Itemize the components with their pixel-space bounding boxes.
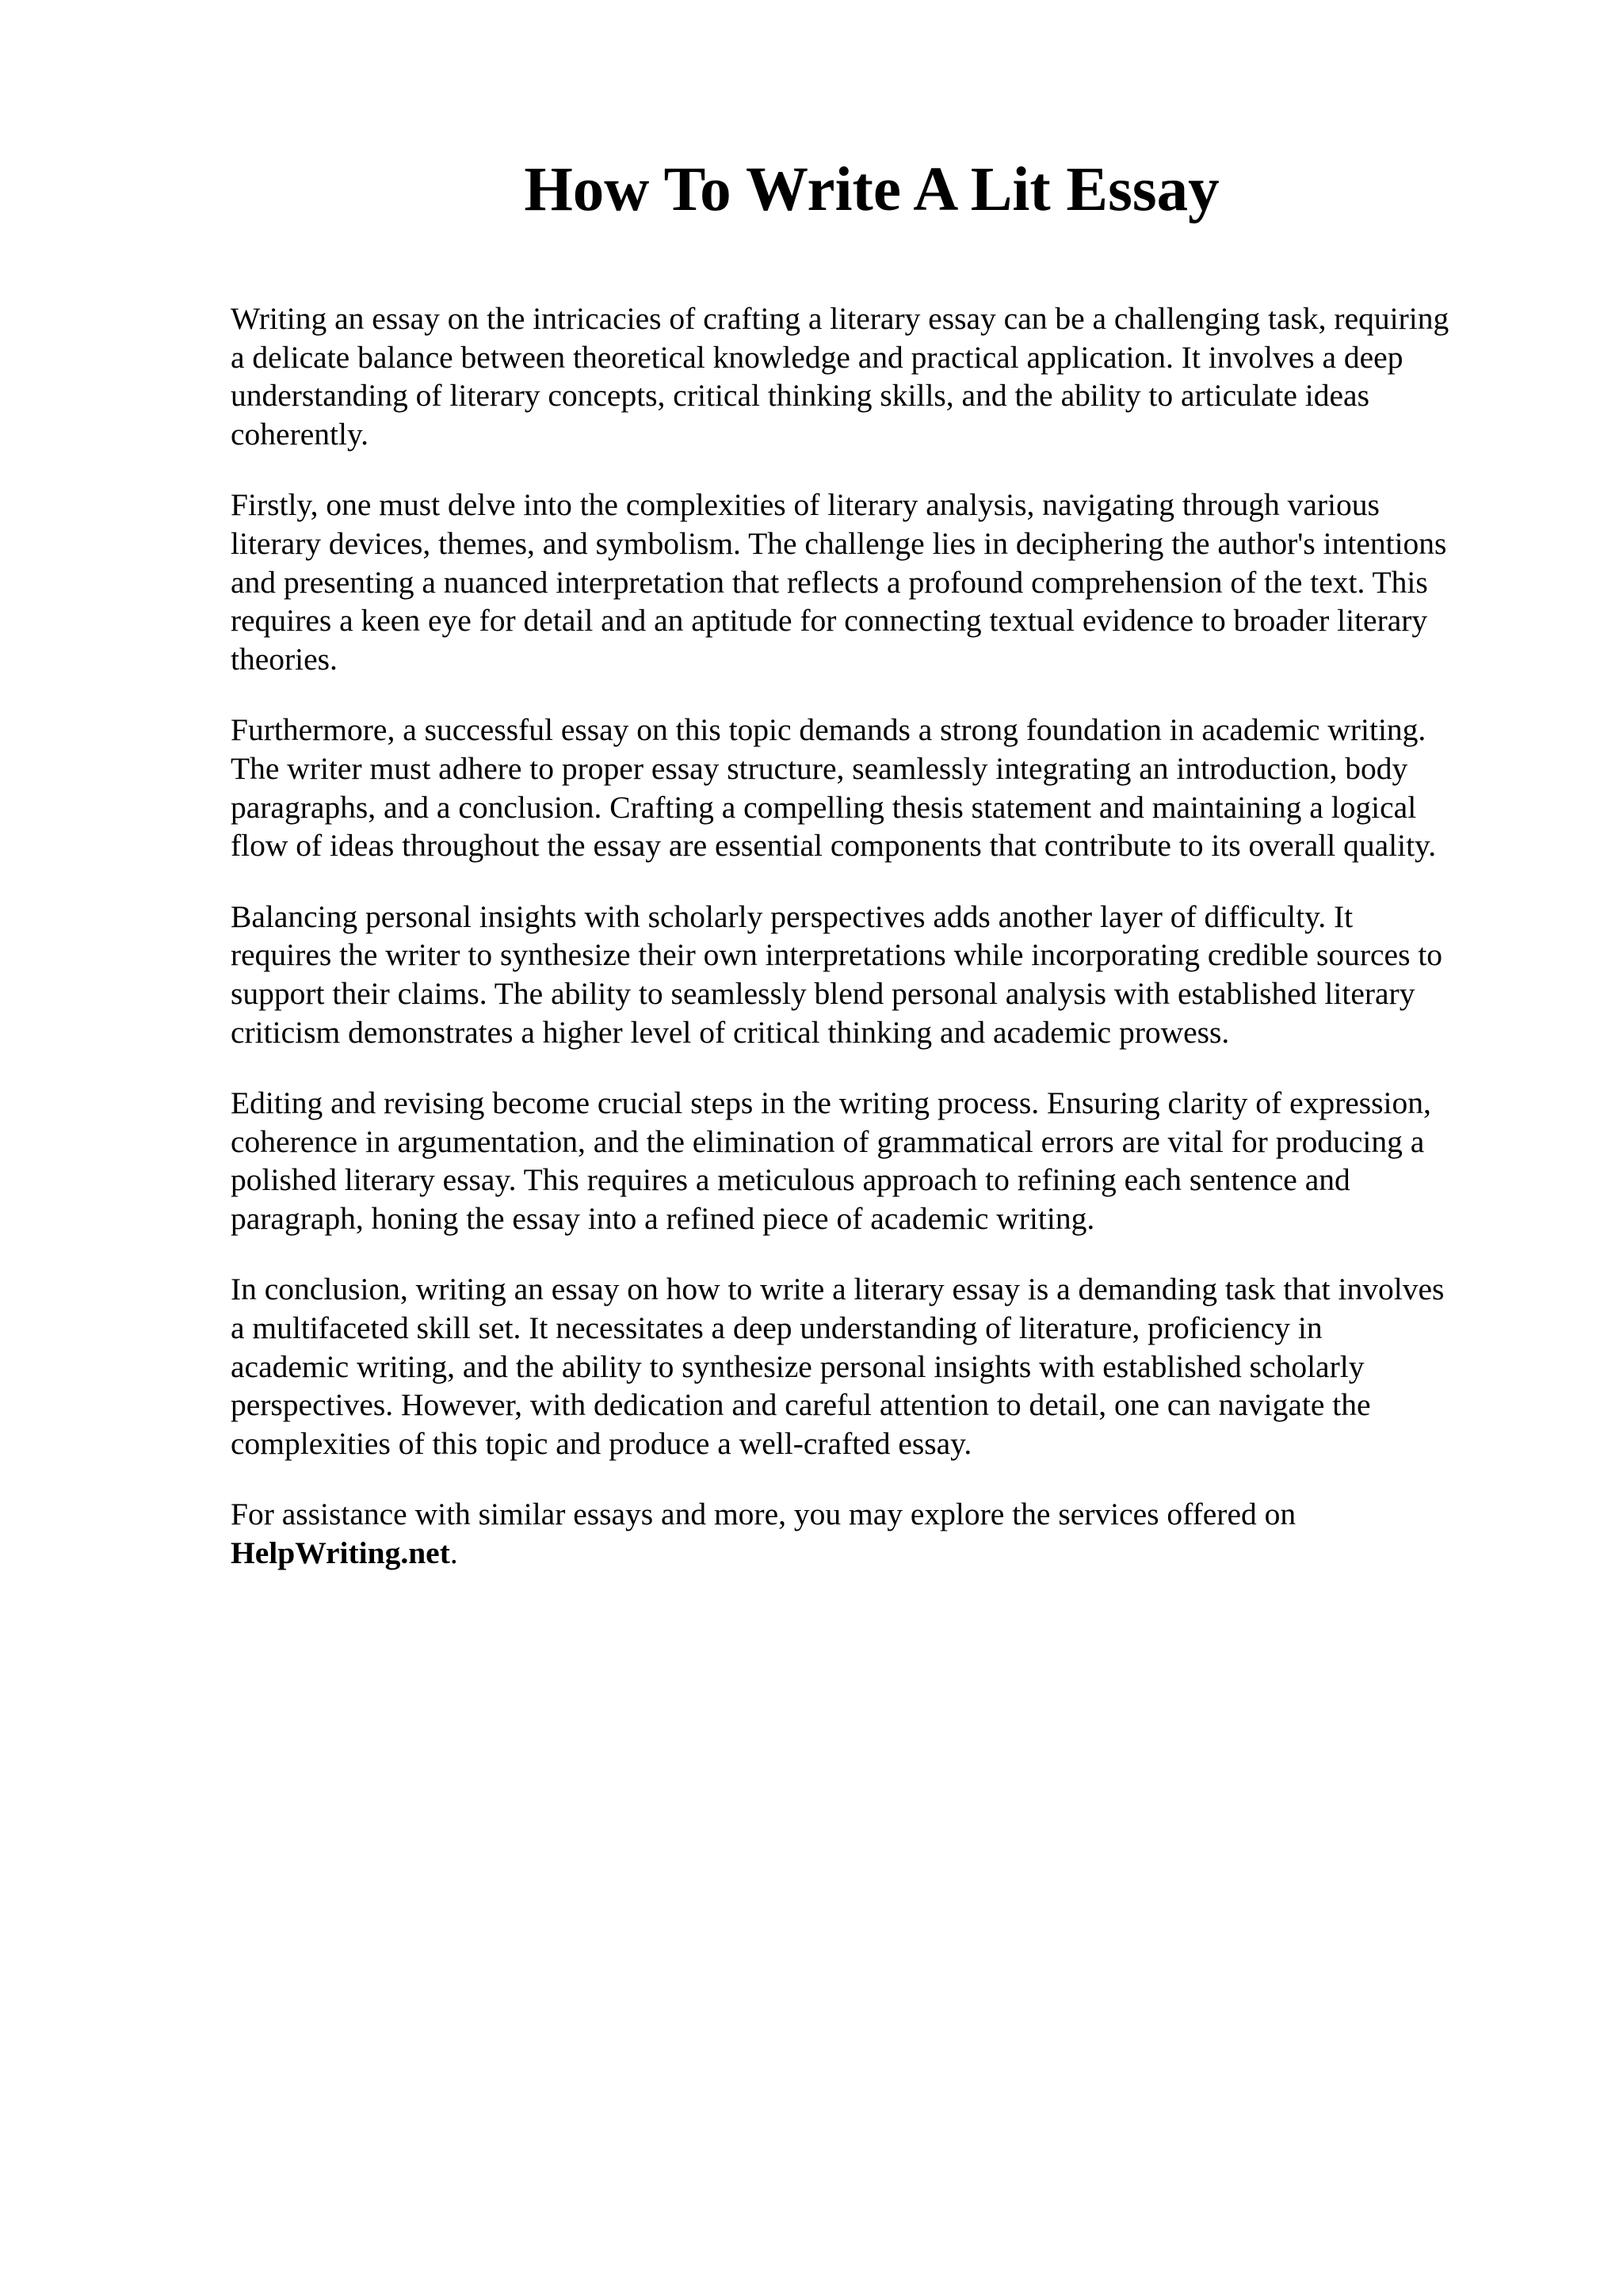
text-line: academic writing, and the ability to synthesize personal insights with established scholarly (231, 1348, 1365, 1384)
text-line: Furthermore, a successful essay on this topic demands a strong foundation in academic writing. (231, 712, 1426, 748)
closing-paragraph (231, 1495, 1514, 1572)
paragraph-6 (231, 1270, 1514, 1463)
text-line: literary devices, themes, and symbolism. The challenge lies in deciphering the author's intentions (231, 525, 1447, 561)
paragraph-1 (231, 299, 1514, 453)
text-line: paragraph, honing the essay into a refined piece of academic writing. (231, 1200, 1095, 1236)
text-line: perspectives. However, with dedication and careful attention to detail, one can navigate the (231, 1387, 1371, 1423)
text-line: coherence in argumentation, and the elimination of grammatical errors are vital for producing a (231, 1123, 1425, 1159)
brand-link[interactable]: HelpWriting.net (231, 1535, 450, 1571)
text-line: complexities of this topic and produce a well-crafted essay. (231, 1425, 972, 1461)
text-line: and presenting a nuanced interpretation that reflects a profound comprehension of the text. This (231, 564, 1428, 600)
text-line: In conclusion, writing an essay on how to write a literary essay is a demanding task that involves (231, 1272, 1445, 1307)
text-line: The writer must adhere to proper essay structure, seamlessly integrating an introduction, body (231, 750, 1408, 786)
closing-period: . (449, 1535, 458, 1571)
text-line: requires a keen eye for detail and an aptitude for connecting textual evidence to broader literary (231, 603, 1428, 639)
text-line: paragraphs, and a conclusion. Crafting a compelling thesis statement and maintaining a logical (231, 789, 1417, 825)
text-line: polished literary essay. This requires a meticulous approach to refining each sentence and (231, 1162, 1350, 1198)
essay-body (231, 299, 1514, 1605)
text-line: a delicate balance between theoretical knowledge and practical application. It involves a deep (231, 339, 1403, 375)
text-line: criticism demonstrates a higher level of critical thinking and academic prowess. (231, 1014, 1230, 1050)
paragraph-2 (231, 486, 1514, 678)
text-line: For assistance with similar essays and more, you may explore the services offered on (231, 1497, 1296, 1532)
text-line: flow of ideas throughout the essay are essential components that contribute to its overall quality. (231, 828, 1437, 864)
text-line: support their claims. The ability to seamlessly blend personal analysis with established literary (231, 975, 1415, 1011)
paragraph-3 (231, 711, 1514, 864)
text-line: Editing and revising become crucial steps in the writing process. Ensuring clarity of expression, (231, 1085, 1431, 1121)
text-line: a multifaceted skill set. It necessitates a deep understanding of literature, proficiency in (231, 1310, 1323, 1346)
paragraph-5 (231, 1084, 1514, 1238)
text-line: requires the writer to synthesize their own interpretations while incorporating credible sources to (231, 937, 1443, 973)
text-line: Balancing personal insights with scholarly perspectives adds another layer of difficulty. It (231, 898, 1354, 934)
text-line: theories. (231, 641, 338, 677)
text-line (231, 1534, 1514, 1573)
text-line: coherently. (231, 416, 369, 452)
page-title: How To Write A Lit Essay (524, 155, 1220, 224)
text-line: Writing an essay on the intricacies of crafting a literary essay can be a challenging task, requiring (231, 301, 1449, 336)
text-line: Firstly, one must delve into the complexities of literary analysis, navigating through various (231, 487, 1380, 523)
text-line: understanding of literary concepts, critical thinking skills, and the ability to articulate ideas (231, 378, 1369, 414)
paragraph-4 (231, 898, 1514, 1051)
